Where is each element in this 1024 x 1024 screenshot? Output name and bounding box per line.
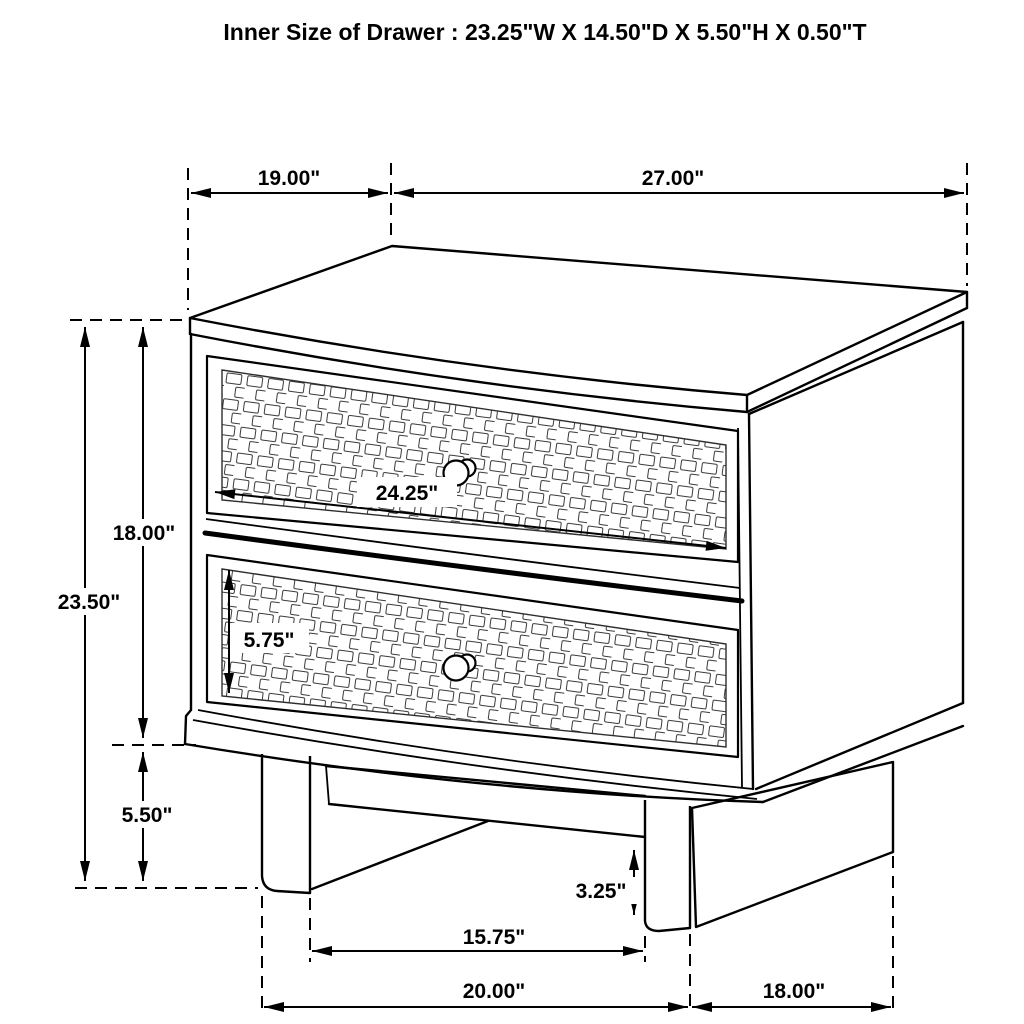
dim-case-height-label: 18.00"	[112, 522, 176, 545]
front-right-corner-edge	[749, 414, 753, 789]
stretcher-end-edge	[326, 766, 329, 804]
center-front-foot	[645, 800, 690, 931]
dim-top-depth-label: 19.00"	[257, 167, 321, 190]
extension-lines	[70, 163, 967, 1014]
dim-top-width-label: 27.00"	[641, 167, 705, 190]
dim-drawer-width-label: 24.25"	[375, 482, 439, 505]
side-panel-top-edge	[749, 322, 963, 414]
base-assembly	[262, 754, 893, 931]
dim-stretcher-span-label: 15.75"	[462, 926, 526, 949]
knob-bottom-face	[444, 656, 469, 681]
dim-base-width-label: 20.00"	[462, 980, 526, 1003]
dim-drawer-front-height-label: 5.75"	[243, 629, 295, 652]
stretcher-underside-edge	[312, 821, 488, 889]
dim-foot-height-label: 3.25"	[575, 880, 627, 903]
front-left-foot	[262, 754, 310, 893]
dim-overall-height-label: 23.50"	[57, 591, 121, 614]
diagram-title: Inner Size of Drawer : 23.25"W X 14.50"D X 5.50"H X 0.50"T	[223, 19, 867, 45]
dim-base-depth-label: 18.00"	[762, 980, 826, 1003]
dim-base-height-label: 5.50"	[121, 804, 173, 827]
